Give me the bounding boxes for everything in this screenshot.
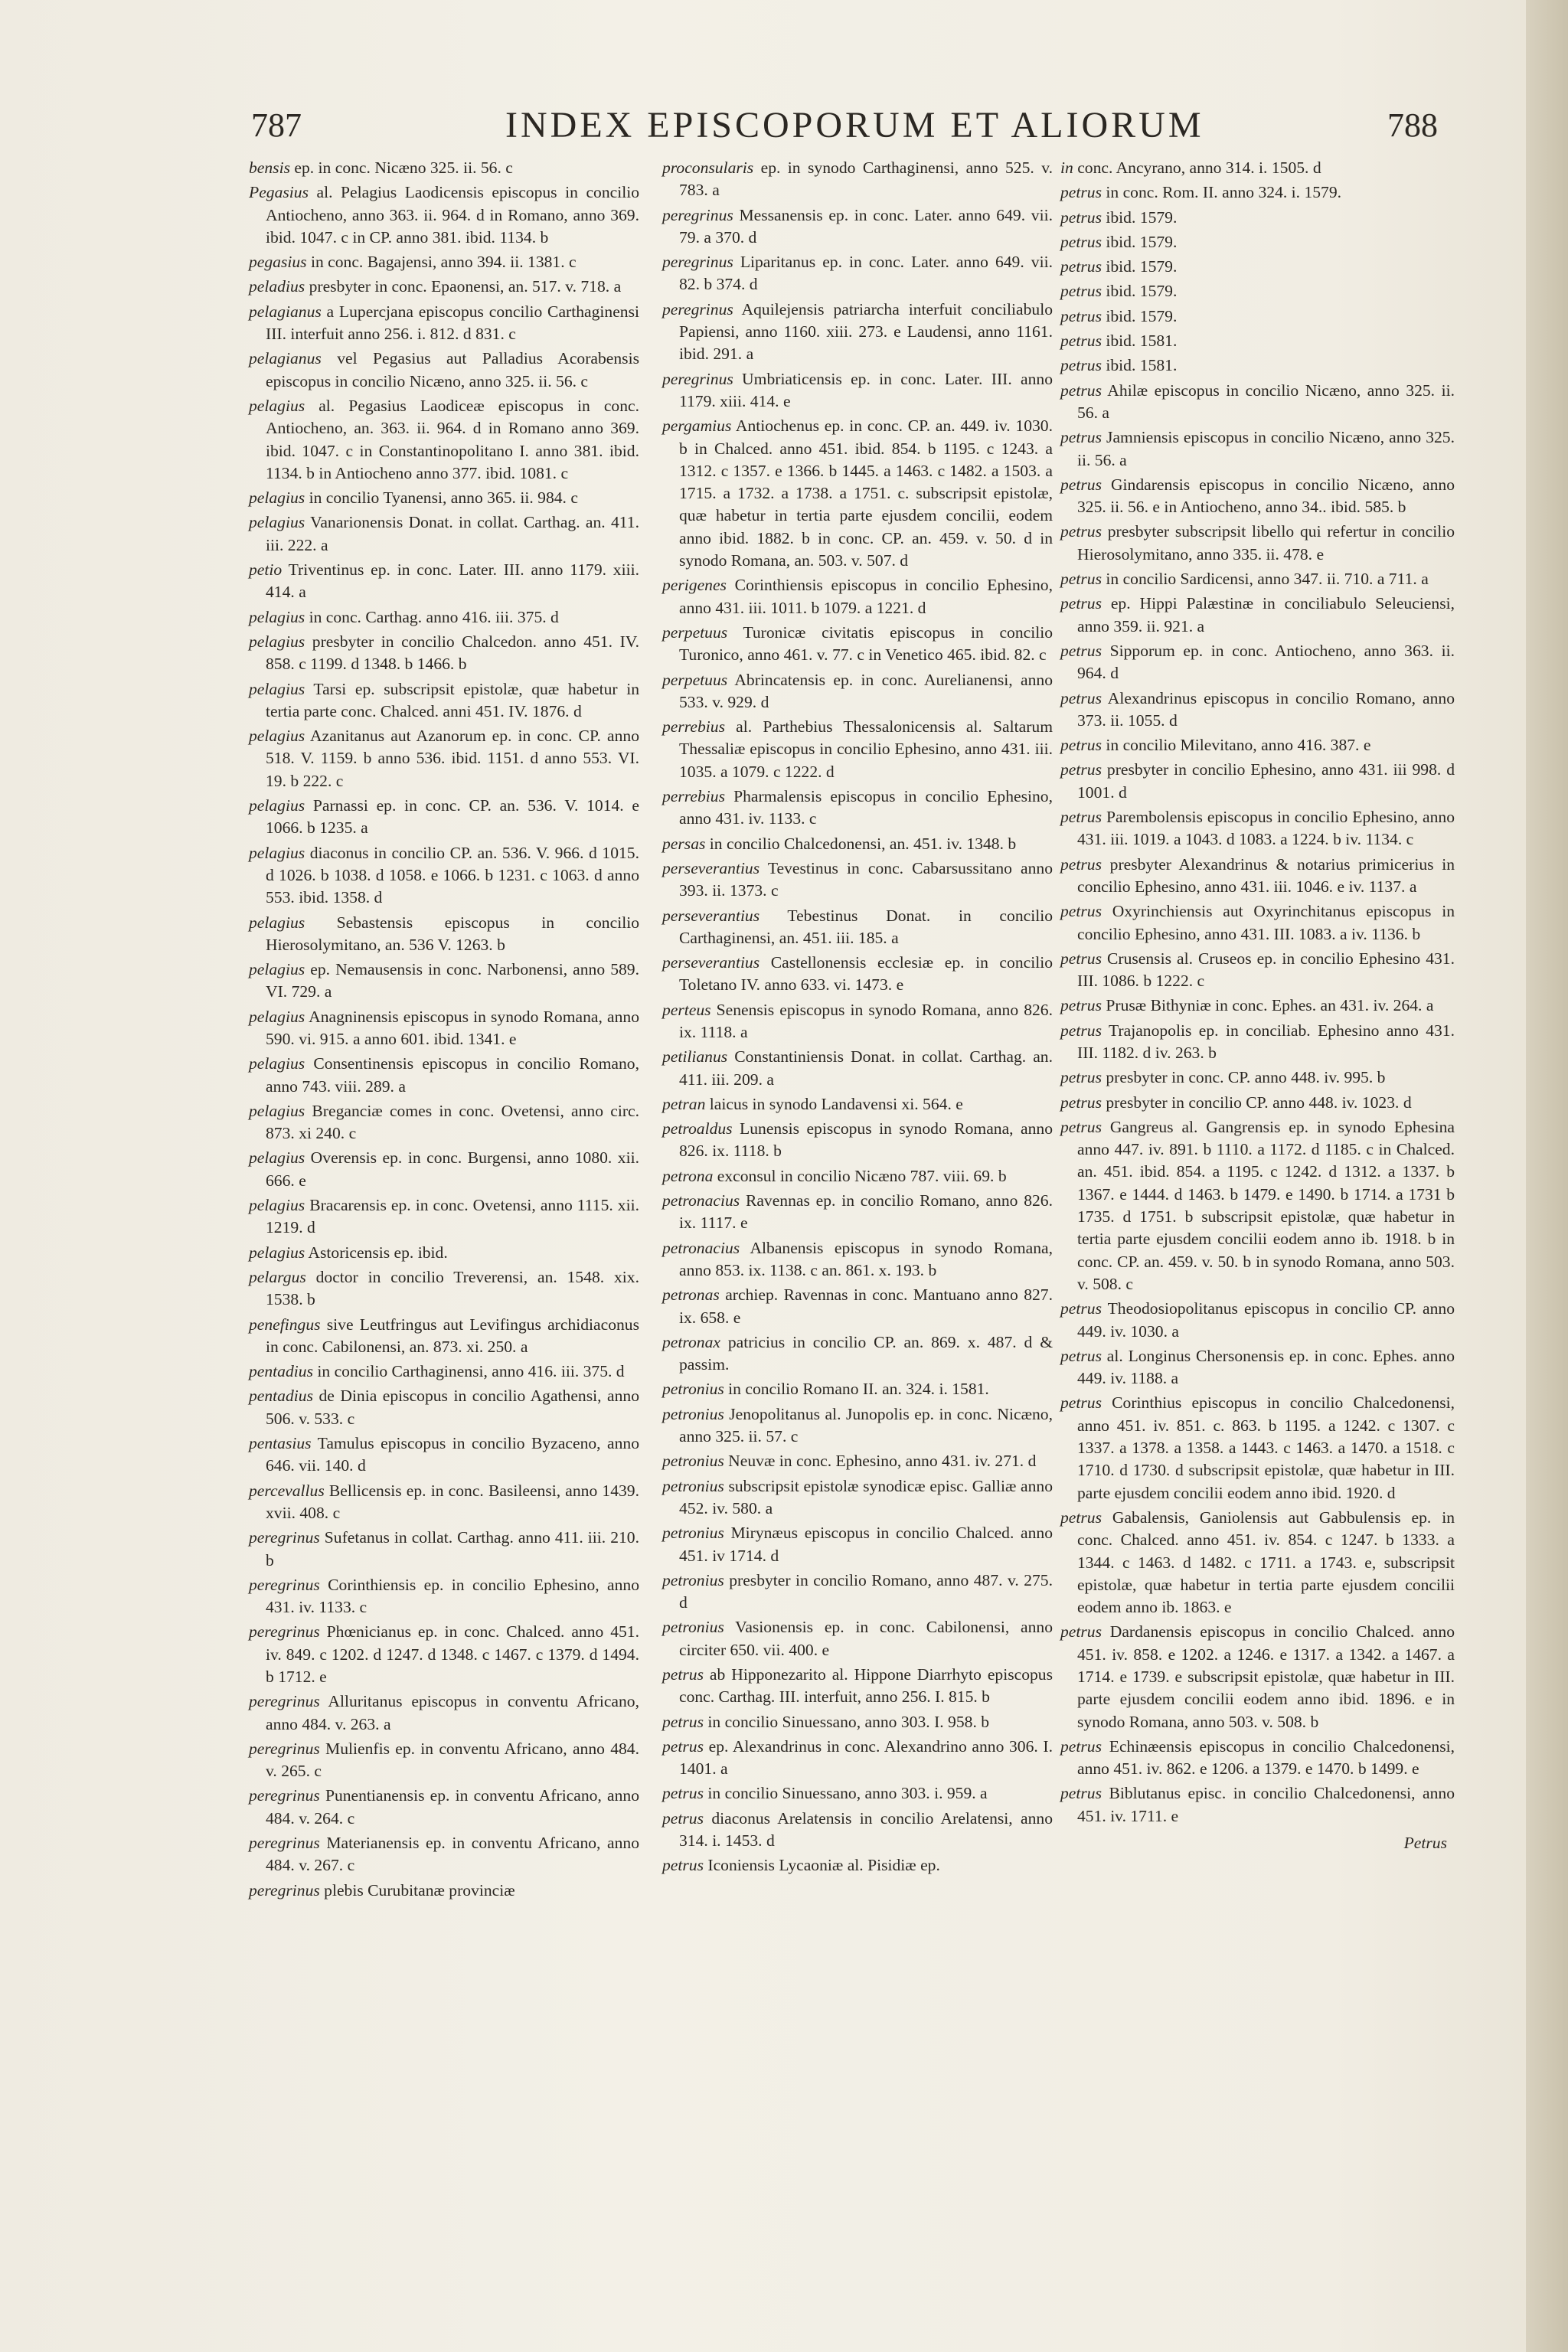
index-column-left	[249, 157, 639, 1904]
index-entry: peregrinus Liparitanus ep. in conc. Later. anno 649. vii. 82. b 374. d	[662, 253, 1053, 294]
index-entry: pelagianus vel Pegasius aut Palladius Acorabensis episcopus in concilio Nicæno, anno 325. ii. 56. c	[249, 349, 639, 390]
index-entry: petrus in concilio Sinuessano, anno 303. i. 959. a	[662, 1784, 988, 1803]
index-entry: pelagius Consentinensis episcopus in concilio Romano, anno 743. viii. 289. a	[249, 1054, 639, 1096]
index-entry: petrus presbyter in conc. CP. anno 448. iv. 995. b	[1060, 1068, 1386, 1087]
index-entry: pelagius Anagninensis episcopus in synodo Romana, anno 590. vi. 915. a anno 601. ibid. 1341. e	[249, 1007, 639, 1048]
page-number-right: 788	[1387, 106, 1438, 144]
index-entry: petran laicus in synodo Landavensi xi. 564. e	[662, 1094, 963, 1113]
index-entry: petrus ibid. 1579.	[1060, 207, 1178, 227]
index-entry: petrus Iconiensis Lycaoniæ al. Pisidiæ ep.	[662, 1856, 940, 1875]
index-entry: peregrinus Alluritanus episcopus in conventu Africano, anno 484. v. 263. a	[249, 1692, 639, 1733]
index-entry: petrus Parembolensis episcopus in concilio Ephesino, anno 431. iii. 1019. a 1043. d 1083. a 1224. b iv. 1134. c	[1060, 808, 1455, 849]
index-entry: petronius presbyter in concilio Romano, anno 487. v. 275. d	[662, 1570, 1053, 1612]
catchword: Petrus	[1403, 1834, 1447, 1853]
index-entry: perseverantius Tebestinus Donat. in concilio Carthaginensi, an. 451. iii. 185. a	[662, 906, 1053, 947]
index-entry: pelagius Vanarionensis Donat. in collat. Carthag. an. 411. iii. 222. a	[249, 513, 639, 554]
index-entry: Pegasius al. Pelagius Laodicensis episcopus in concilio Antiocheno, anno 363. ii. 964. d in Romano, anno 369. ibid. 1047. c in CP. anno 381. ibid. 1134. b	[249, 183, 639, 247]
index-entry: petrus ibid. 1581.	[1060, 332, 1178, 351]
index-entry: petrus in conc. Rom. II. anno 324. i. 1579.	[1060, 183, 1342, 202]
index-entry: petronius Vasionensis ep. in conc. Cabilonensi, anno circiter 650. vii. 400. e	[662, 1618, 1053, 1659]
index-entry: peregrinus Umbriaticensis ep. in conc. Later. III. anno 1179. xiii. 414. e	[662, 369, 1053, 410]
index-entry: pelagius Parnassi ep. in conc. CP. an. 536. V. 1014. e 1066. b 1235. a	[249, 796, 639, 838]
index-entry: petrus presbyter subscripsit libello qui refertur in concilio Hierosolymitano, anno 335. ii. 478. e	[1060, 522, 1455, 564]
index-entry: peregrinus plebis Curubitanæ provinciæ	[249, 1880, 515, 1900]
index-entry: petio Triventinus ep. in conc. Later. III. anno 1179. xiii. 414. a	[249, 560, 639, 602]
index-entry: pegasius in conc. Bagajensi, anno 394. ii. 1381. c	[249, 253, 577, 272]
index-entry: petrus in concilio Milevitano, anno 416. 387. e	[1060, 736, 1371, 755]
index-entry: petrus Dardanensis episcopus in concilio Chalced. anno 451. iv. 858. e 1202. a 1246. e 1317. a 1342. a 1467. a 1714. e 1739. e subscripsit epistolæ, quæ habetur in III. parte ejusdem concilii eodem anno ibid. 1896. e in synodo Romana, anno 503. v. 508. b	[1060, 1622, 1455, 1731]
index-entry: petrus ibid. 1579.	[1060, 257, 1178, 276]
index-entry: peregrinus Phœnicianus ep. in conc. Chalced. anno 451. iv. 849. c 1202. d 1247. d 1348. c 1467. c 1379. d 1494. b 1712. e	[249, 1622, 639, 1686]
index-entry: proconsularis ep. in synodo Carthaginensi, anno 525. v. 783. a	[662, 158, 1053, 200]
index-entry: perseverantius Castellonensis ecclesiæ ep. in concilio Toletano IV. anno 633. vi. 1473. e	[662, 953, 1053, 995]
index-entry: pentadius de Dinia episcopus in concilio Agathensi, anno 506. v. 533. c	[249, 1387, 639, 1428]
index-entry: petrus Echinæensis episcopus in concilio Chalcedonensi, anno 451. iv. 862. e 1206. a 1379. e 1470. b 1499. e	[1060, 1736, 1455, 1779]
index-entry: perpetuus Turonicæ civitatis episcopus in concilio Turonico, anno 461. v. 77. c in Venetico 465. ibid. 82. c	[662, 622, 1053, 665]
index-entry: petronius subscripsit epistolæ synodicæ episc. Galliæ anno 452. iv. 580. a	[662, 1476, 1053, 1517]
index-entry: petrus Corinthius episcopus in concilio Chalcedonensi, anno 451. iv. 851. c. 863. b 1195. a 1242. c 1307. c 1337. a 1378. a 1358. a 1443. c 1463. a 1470. a 1518. c 1710. d 1730. d subscripsit epistolæ, quæ habetur in III. parte ejusdem concilii eodem anno ibid. 1920. d	[1060, 1393, 1455, 1502]
index-entry: peregrinus Corinthiensis ep. in concilio Ephesino, anno 431. iv. 1133. c	[249, 1575, 639, 1617]
index-entry: petrus in concilio Sardicensi, anno 347. ii. 710. a 711. a	[1060, 570, 1429, 589]
index-entry: persas in concilio Chalcedonensi, an. 451. iv. 1348. b	[662, 834, 1017, 853]
index-entry: petrus Prusæ Bithyniæ in conc. Ephes. an 431. iv. 264. a	[1060, 996, 1434, 1015]
index-entry: pelagius Tarsi ep. subscripsit epistolæ, quæ habetur in tertia parte conc. Chalced. anni 451. IV. 1876. d	[249, 679, 639, 720]
index-entry: perteus Senensis episcopus in synodo Romana, anno 826. ix. 1118. a	[662, 1000, 1053, 1041]
index-entry: peregrinus Sufetanus in collat. Carthag. anno 411. iii. 210. b	[249, 1528, 639, 1570]
index-entry: petrus Crusensis al. Cruseos ep. in concilio Ephesino 431. III. 1086. b 1222. c	[1060, 949, 1455, 991]
index-entry: perpetuus Abrincatensis ep. in conc. Aurelianensi, anno 533. v. 929. d	[662, 670, 1053, 711]
index-entry: pelagius Overensis ep. in conc. Burgensi, anno 1080. xii. 666. e	[249, 1148, 639, 1190]
running-title: INDEX EPISCOPORUM ET ALIORUM	[505, 105, 1204, 145]
index-entry: petrus Sipporum ep. in conc. Antiocheno, anno 363. ii. 964. d	[1060, 641, 1455, 683]
index-entry: petrus Biblutanus episc. in concilio Chalcedonensi, anno 451. iv. 1711. e	[1060, 1784, 1455, 1825]
index-entry: petrus diaconus Arelatensis in concilio Arelatensi, anno 314. i. 1453. d	[662, 1808, 1053, 1851]
index-entry: petrus ep. Hippi Palæstinæ in conciliabulo Seleuciensi, anno 359. ii. 921. a	[1060, 594, 1455, 635]
index-entry: pelagius Azanitanus aut Azanorum ep. in conc. CP. anno 518. V. 1159. b anno 536. ibid. 1151. d anno 553. VI. 19. b 222. c	[249, 727, 639, 790]
index-entry: petroaldus Lunensis episcopus in synodo Romana, anno 826. ix. 1118. b	[662, 1119, 1053, 1161]
index-entry: peregrinus Materianensis ep. in conventu Africano, anno 484. v. 267. c	[249, 1834, 639, 1875]
index-entry: petrus Gabalensis, Ganiolensis aut Gabbulensis ep. in conc. Chalced. anno 451. iv. 854. c 1247. b 1333. a 1344. c 1463. d 1482. c 1711. a 1743. e, subscripsit epistolæ, quæ habetur in tertia parte ejusdem concilii eodem anno ib. 1863. e	[1060, 1508, 1455, 1617]
running-header	[0, 90, 1568, 159]
index-entry: petrus ibid. 1581.	[1060, 356, 1178, 375]
index-entry: peladius presbyter in conc. Epaonensi, an. 517. v. 718. a	[249, 277, 622, 296]
index-entry: pelargus doctor in concilio Treverensi, an. 1548. xix. 1538. b	[249, 1267, 639, 1309]
index-entry: petrus presbyter Alexandrinus & notarius primicerius in concilio Ephesino, anno 431. iii. 1046. e iv. 1137. a	[1060, 854, 1455, 896]
index-entry: pelagius presbyter in concilio Chalcedon. anno 451. IV. 858. c 1199. d 1348. b 1466. b	[249, 632, 639, 674]
index-entry: petrus ibid. 1579.	[1060, 306, 1178, 325]
index-entry: in conc. Ancyrano, anno 314. i. 1505. d	[1060, 158, 1321, 177]
index-entry: petrus presbyter in concilio Ephesino, anno 431. iii 998. d 1001. d	[1060, 760, 1455, 802]
index-entry: petrus Alexandrinus episcopus in concilio Romano, anno 373. ii. 1055. d	[1060, 688, 1455, 730]
index-entry: petronacius Albanensis episcopus in synodo Romana, anno 853. ix. 1138. c an. 861. x. 193. b	[662, 1238, 1053, 1279]
index-entry: perseverantius Tevestinus in conc. Cabarsussitano anno 393. ii. 1373. c	[662, 858, 1053, 900]
index-entry: pelagius in conc. Carthag. anno 416. iii. 375. d	[249, 607, 559, 626]
index-entry: pelagius Sebastensis episcopus in concilio Hierosolymitano, an. 536 V. 1263. b	[249, 913, 639, 954]
index-entry: petrus Gangreus al. Gangrensis ep. in synodo Ephesina anno 447. iv. 891. b 1110. a 1172. d 1185. c in Chalced. an. 451. ibid. 854. a 1195. c 1242. d 1312. a 1337. b 1367. e 1444. d 1463. b 1479. e 1490. b 1714. a 1731 b 1735. d 1751. b subscripsit epistolæ, quæ habetur in tertia parte ejusdem concilii eodem anno ib. 1918. b in conc. CP. an. 459. v. 50. b in synodo Romana, anno 503. v. 508. c	[1060, 1117, 1455, 1293]
index-entry: pelagius diaconus in concilio CP. an. 536. V. 966. d 1015. d 1026. b 1038. d 1058. e 1066. b 1231. c 1063. d anno 553. ibid. 1358. d	[249, 843, 639, 907]
index-entry: petrus Theodosiopolitanus episcopus in concilio CP. anno 449. iv. 1030. a	[1060, 1299, 1455, 1341]
index-entry: petilianus Constantiniensis Donat. in collat. Carthag. an. 411. iii. 209. a	[662, 1047, 1053, 1089]
index-entry: petrus ibid. 1579.	[1060, 282, 1178, 301]
index-entry: penefingus sive Leutfringus aut Levifingus archidiaconus in conc. Cabilonensi, an. 873. xi. 250. a	[249, 1315, 639, 1356]
index-entry: petrus ep. Alexandrinus in conc. Alexandrino anno 306. I. 1401. a	[662, 1736, 1053, 1779]
index-entry: pelagius Bracarensis ep. in conc. Ovetensi, anno 1115. xii. 1219. d	[249, 1196, 639, 1237]
index-entry: pelagius in concilio Tyanensi, anno 365. ii. 984. c	[249, 488, 578, 508]
index-entry: pentasius Tamulus episcopus in concilio Byzaceno, anno 646. vii. 140. d	[249, 1434, 639, 1475]
index-entry: petronius in concilio Romano II. an. 324. i. 1581.	[662, 1380, 989, 1399]
index-entry: petronax patricius in concilio CP. an. 869. x. 487. d & passim.	[662, 1332, 1053, 1374]
index-entry: petrus ibid. 1579.	[1060, 232, 1178, 251]
index-entry: pelagius Astoricensis ep. ibid.	[249, 1243, 448, 1262]
index-columns	[249, 157, 1455, 2178]
index-entry: bensis ep. in conc. Nicæno 325. ii. 56. c	[249, 158, 513, 177]
index-entry: petrus Ahilæ episcopus in concilio Nicæno, anno 325. ii. 56. a	[1060, 381, 1455, 422]
index-entry: pergamius Antiochenus ep. in conc. CP. an. 449. iv. 1030. b in Chalced. anno 451. ibid. 854. b 1195. c 1243. a 1312. c 1357. e 1366. b 1445. a 1463. c 1482. a 1503. a 1715. a 1732. a 1738. a 1751. c. subscripsit epistolæ, quæ habetur in tertia parte ejusdem concilii, eodem anno ibid. 1882. b in conc. CP. an. 459. v. 50. d in synodo Romana, an. 503. v. 507. d	[662, 416, 1053, 570]
index-entry: petrus Trajanopolis ep. in conciliab. Ephesino anno 431. III. 1182. d iv. 263. b	[1060, 1021, 1455, 1062]
index-entry: petrus al. Longinus Chersonensis ep. in conc. Ephes. anno 449. iv. 1188. a	[1060, 1346, 1455, 1388]
facing-page-edge	[1526, 0, 1568, 2352]
page-number-left: 787	[251, 106, 302, 144]
index-entry: petrus Jamniensis episcopus in concilio Nicæno, anno 325. ii. 56. a	[1060, 428, 1455, 469]
index-entry: pentadius in concilio Carthaginensi, anno 416. iii. 375. d	[249, 1362, 625, 1381]
index-entry: perrebius Pharmalensis episcopus in concilio Ephesino, anno 431. iv. 1133. c	[662, 787, 1053, 828]
index-entry: petrona exconsul in concilio Nicæno 787. viii. 69. b	[662, 1166, 1007, 1185]
index-entry: perrebius al. Parthebius Thessalonicensis al. Saltarum Thessaliæ episcopus in concilio Ephesino, anno 431. iii. 1035. a 1079. c 1222. d	[662, 717, 1053, 781]
index-column-right	[1060, 157, 1455, 1854]
index-entry: petronius Neuvæ in conc. Ephesino, anno 431. iv. 271. d	[662, 1452, 1037, 1471]
index-entry: petronas archiep. Ravennas in conc. Mantuano anno 827. ix. 658. e	[662, 1285, 1053, 1327]
index-entry: peregrinus Messanensis ep. in conc. Later. anno 649. vii. 79. a 370. d	[662, 205, 1053, 247]
index-entry: pelagianus a Lupercjana episcopus concilio Carthaginensi III. interfuit anno 256. i. 812. d 831. c	[249, 302, 639, 344]
index-entry: petrus ab Hipponezarito al. Hippone Diarrhyto episcopus conc. Carthag. III. interfuit, anno 256. I. 815. b	[662, 1665, 1053, 1707]
index-entry: peregrinus Punentianensis ep. in conventu Africano, anno 484. v. 264. c	[249, 1786, 639, 1828]
index-entry: pelagius ep. Nemausensis in conc. Narbonensi, anno 589. VI. 729. a	[249, 960, 639, 1001]
index-entry: pelagius al. Pegasius Laodiceæ episcopus in conc. Antiocheno, an. 363. ii. 964. d in Romano anno 369. ibid. 1047. c in Constantinopolitano I. anno 381. ibid. 1134. b in Antiocheno anno 377. ibid. 1081. c	[249, 396, 639, 482]
index-entry: petrus Oxyrinchiensis aut Oxyrinchitanus episcopus in concilio Ephesino, anno 431. III. 1083. a iv. 1136. b	[1060, 902, 1455, 943]
index-entry: petrus in concilio Sinuessano, anno 303. I. 958. b	[662, 1712, 990, 1731]
index-entry: petronius Mirynæus episcopus in concilio Chalced. anno 451. iv 1714. d	[662, 1524, 1053, 1565]
index-entry: petrus presbyter in concilio CP. anno 448. iv. 1023. d	[1060, 1093, 1412, 1112]
index-column-middle	[662, 157, 1053, 1880]
index-entry: pelagius Breganciæ comes in conc. Ovetensi, anno circ. 873. xi 240. c	[249, 1101, 639, 1143]
index-entry: percevallus Bellicensis ep. in conc. Basileensi, anno 1439. xvii. 408. c	[249, 1481, 639, 1522]
index-entry: petronius Jenopolitanus al. Junopolis ep. in conc. Nicæno, anno 325. ii. 57. c	[662, 1404, 1053, 1446]
index-entry: peregrinus Aquilejensis patriarcha interfuit conciliabulo Papiensi, anno 1160. xiii. 273. e Laudensi, anno 1161. ibid. 291. a	[662, 299, 1053, 364]
index-entry: peregrinus Mulienfis ep. in conventu Africano, anno 484. v. 265. c	[249, 1739, 639, 1781]
index-entry: petrus Gindarensis episcopus in concilio Nicæno, anno 325. ii. 56. e in Antiocheno, anno 34.. ibid. 585. b	[1060, 475, 1455, 517]
index-entry: petronacius Ravennas ep. in concilio Romano, anno 826. ix. 1117. e	[662, 1191, 1053, 1233]
index-entry: perigenes Corinthiensis episcopus in concilio Ephesino, anno 431. iii. 1011. b 1079. a 1221. d	[662, 576, 1053, 617]
